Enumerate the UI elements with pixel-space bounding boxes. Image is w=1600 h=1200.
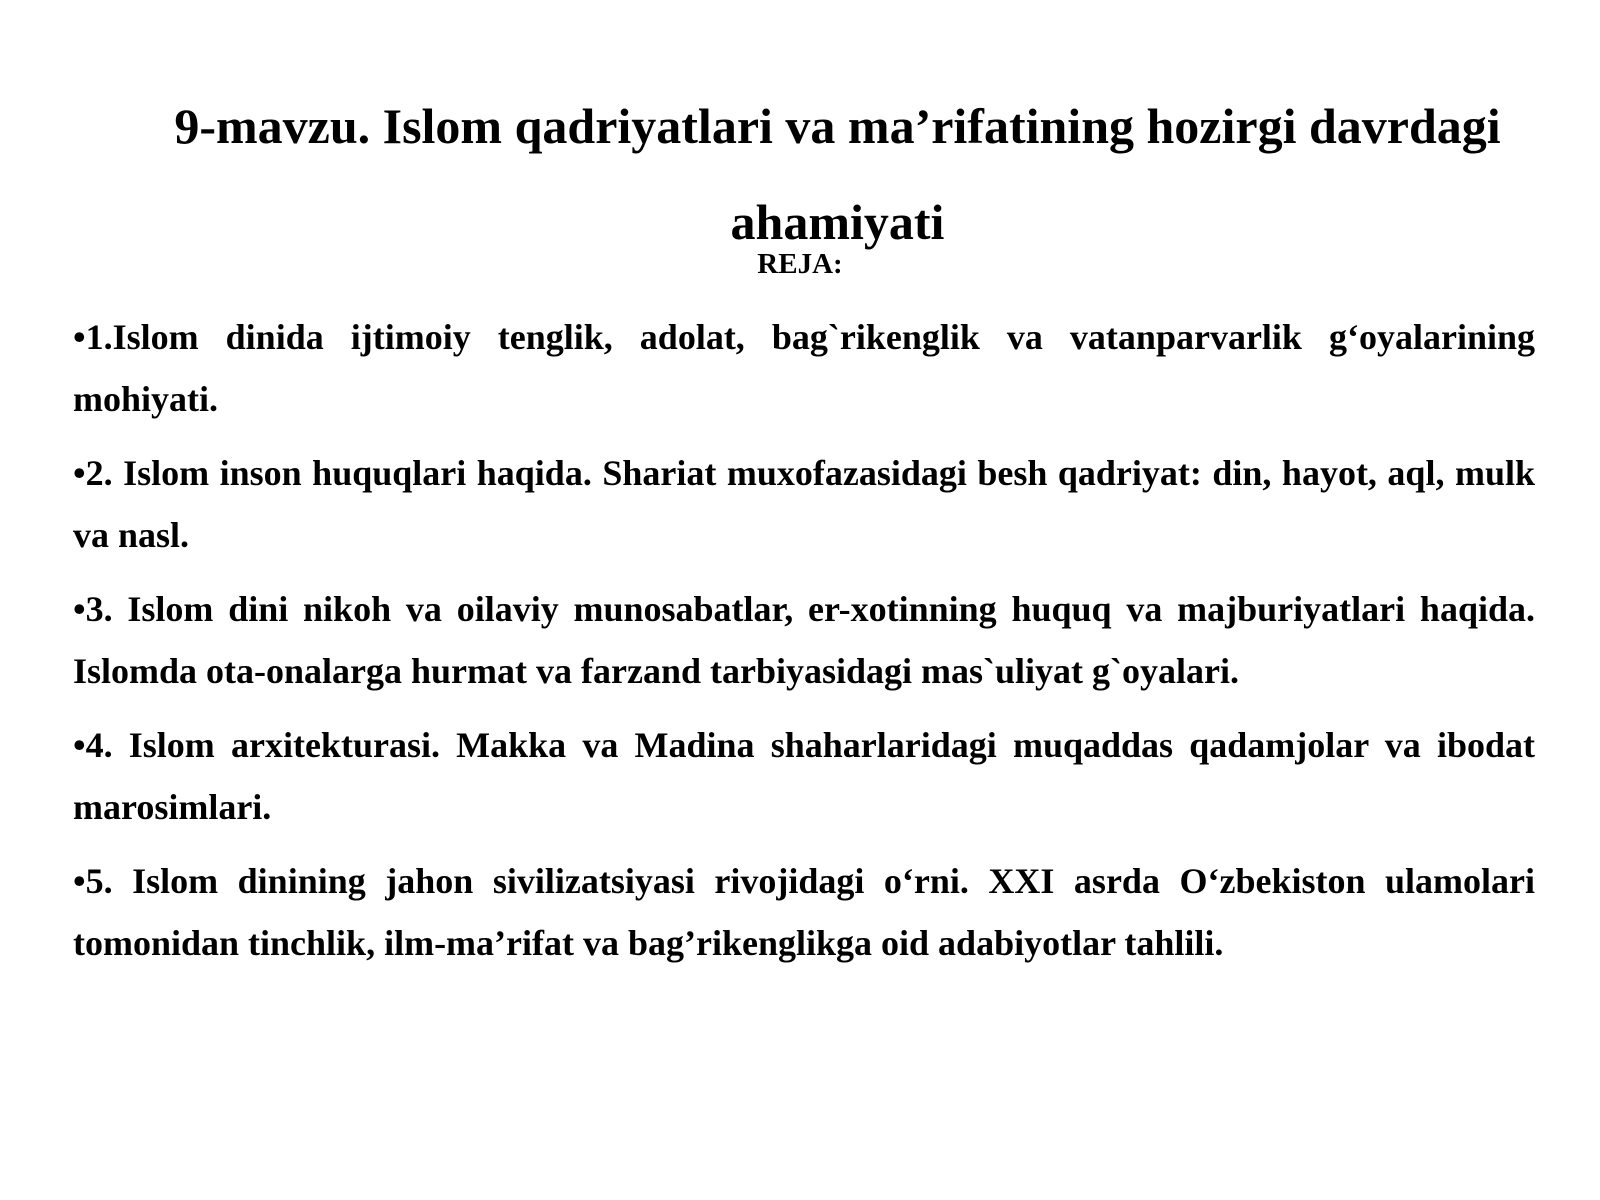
plan-item-2: •2. Islom inson huquqlari haqida. Shariat muxofazasidagi besh qadriyat: din, hayot, aql, mulk va nasl.: [73, 453, 1535, 555]
plan-heading: REJA:: [757, 248, 843, 280]
plan-item-1: •1.Islom dinida ijtimoiy tenglik, adolat, bag`rikenglik va vatanparvarlik g‘oyalarining mohiyati.: [73, 317, 1535, 419]
slide-title: 9-mavzu. Islom qadriyatlari va ma’rifatining hozirgi davrdagi ahamiyati: [174, 98, 1501, 250]
plan-item-4: •4. Islom arxitekturasi. Makka va Madina shaharlaridagi muqaddas qadamjolar va ibodat marosimlari.: [73, 725, 1535, 827]
plan-item-5: •5. Islom dinining jahon sivilizatsiyasi rivojidagi o‘rni. XXI asrda O‘zbekiston ulamolari tomonidan tinchlik, ilm-ma’rifat va bag’rikenglikga oid adabiyotlar tahlili.: [73, 861, 1535, 963]
plan-list: [73, 306, 1535, 986]
plan-item-3: •3. Islom dini nikoh va oilaviy munosabatlar, er-xotinning huquq va majburiyatlari haqida. Islomda ota-onalarga hurmat va farzand tarbiyasidagi mas`uliyat g`oyalari.: [73, 589, 1535, 691]
